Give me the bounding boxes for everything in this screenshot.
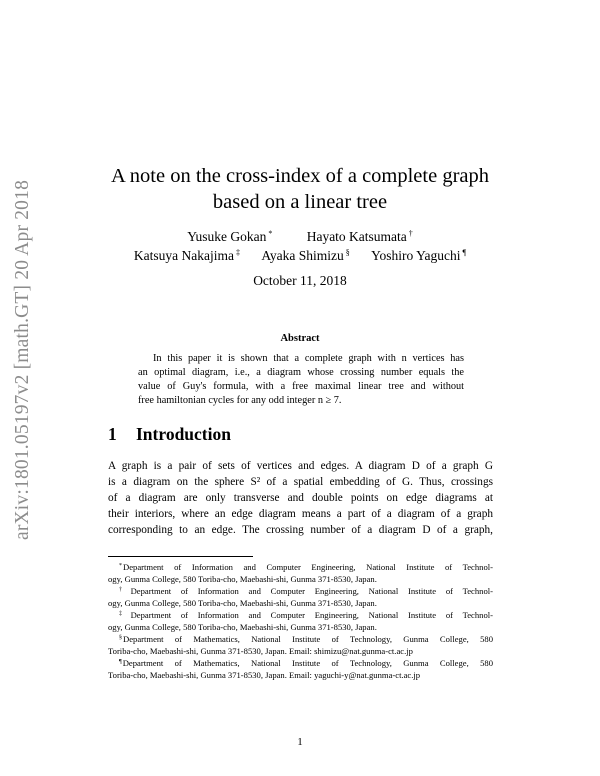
abstract-line: value of Guy's formula, with a free maximal linear tree and without — [138, 381, 464, 392]
author: Hayato Katsumata † — [306, 229, 413, 244]
arxiv-identifier — [8, 175, 38, 545]
section-heading — [108, 424, 231, 445]
page-number: 1 — [297, 736, 303, 748]
footnote-line: Toriba-cho, Maebashi-shi, Gunma 371-8530, Japan. Email: shimizu@nat.gunma-ct.ac.jp — [108, 646, 413, 656]
section-title: Introduction — [136, 424, 231, 444]
abstract-line: free hamiltonian cycles for any odd integer n ≥ 7. — [138, 395, 342, 406]
body-line: corresponding to an edge. The crossing number of a diagram D of a graph, — [108, 524, 493, 536]
body-line: is a diagram on the sphere S² of a spatial embedding of G. Thus, crossings — [108, 476, 493, 488]
author-line-2 — [80, 248, 520, 264]
section-number: 1 — [108, 424, 117, 444]
footnote-line: *Department of Information and Computer Engineering, National Institute of Technol- — [119, 562, 493, 572]
paper-title-line-2: based on a linear tree — [212, 191, 388, 213]
body-line: of a diagram are only transverse and double points on edge diagrams at — [108, 492, 493, 504]
author: Yoshiro Yaguchi ¶ — [371, 248, 467, 263]
footnote-rule — [108, 556, 253, 557]
footnote-line: ogy, Gunma College, 580 Toriba-cho, Maebashi-shi, Gunma 371-8530, Japan. — [108, 622, 377, 632]
arxiv-identifier-text: arXiv:1801.05197v2 [math.GT] 20 Apr 2018 — [12, 179, 33, 541]
body-line: A graph is a pair of sets of vertices and edges. A diagram D of a graph G — [108, 460, 493, 472]
abstract-line: In this paper it is shown that a complete graph with n vertices has — [153, 353, 464, 364]
abstract-line: an optimal diagram, i.e., a diagram whose crossing number equals the — [138, 367, 464, 378]
footnote-line: Toriba-cho, Maebashi-shi, Gunma 371-8530, Japan. Email: yaguchi-y@nat.gunma-ct.ac.jp — [108, 670, 421, 680]
paper-title-line-1: A note on the cross-index of a complete graph — [111, 165, 489, 187]
author: Ayaka Shimizu § — [261, 248, 350, 263]
footnote-line: ogy, Gunma College, 580 Toriba-cho, Maebashi-shi, Gunma 371-8530, Japan. — [108, 574, 377, 584]
paper-date: October 11, 2018 — [253, 273, 347, 288]
body-line: their interiors, where an edge diagram means a part of a diagram of a graph — [108, 508, 493, 520]
footnote-line: §Department of Mathematics, National Institute of Technology, Gunma College, 580 — [119, 634, 493, 644]
author: Katsuya Nakajima ‡ — [133, 248, 240, 263]
footnote-line: ‡Department of Information and Computer Engineering, National Institute of Technol- — [119, 610, 493, 620]
footnote-line: ¶Department of Mathematics, National Institute of Technology, Gunma College, 580 — [119, 658, 493, 668]
footnote-line: ogy, Gunma College, 580 Toriba-cho, Maebashi-shi, Gunma 371-8530, Japan. — [108, 598, 377, 608]
author: Yusuke Gokan * — [187, 229, 273, 244]
footnote-line: †Department of Information and Computer Engineering, National Institute of Technol- — [119, 586, 493, 596]
abstract-heading: Abstract — [280, 333, 320, 344]
author-line-1 — [80, 229, 520, 245]
